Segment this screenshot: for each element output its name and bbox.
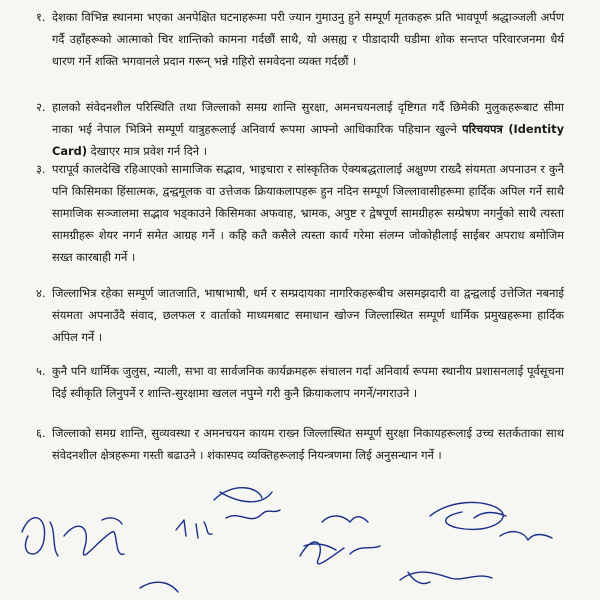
- item-number: ३.: [36, 162, 46, 176]
- item-text: जिल्लाको समग्र शान्ति, सुव्यवस्था र अमनचयन कायम राख्न जिल्लास्थित सम्पूर्ण सुरक्षा निकायहरूलाई उच्च सतर्कताका साथ संवेदनशील क्षेत्रहरूमा गस्ती बढाउने । शंकास्पद व्यक्तिहरूलाई नियन्त्रणमा लिई अनुसन्धान गर्ने ।: [52, 426, 564, 462]
- list-item: [36, 360, 564, 404]
- item-number: ४.: [36, 286, 46, 300]
- signature: [300, 542, 344, 564]
- list-item: [36, 282, 564, 348]
- item-text: कुनै पनि धार्मिक जुलुस, न्याली, सभा वा सार्वजनिक कार्यक्रमहरू संचालन गर्दा अनिवार्य रूपमा स्थानीय प्रशासनलाई पूर्वसूचना दिई स्वीकृति लिनुपर्ने र शान्ति-सुरक्षामा खलल नपुग्ने गरी कुनै क्रियाकलाप नगर्ने/नगराउने ।: [52, 364, 564, 400]
- item-number: १.: [36, 10, 46, 24]
- signature: [400, 572, 492, 584]
- identity-card-emphasis: परिचयपत्र (Identity Card): [52, 122, 564, 158]
- item-number: ६.: [36, 426, 46, 440]
- signature: [176, 520, 212, 538]
- list-item: [36, 158, 564, 268]
- signature: [64, 518, 124, 555]
- signature: [140, 582, 178, 592]
- signature: [22, 518, 58, 556]
- signature: [350, 546, 380, 554]
- item-text: देखाएर मात्र प्रवेश गर्न दिने ।: [90, 144, 208, 158]
- signature: [214, 488, 280, 519]
- signature: [500, 532, 552, 540]
- item-text: परापूर्व कालदेखि रहिआएको सामाजिक सद्भाव, भाइचारा र सांस्कृतिक ऐक्यबद्धतालाई अक्षुण्ण राख्दै संयमता अपनाउन र कुनै पनि किसिमका हिंसात्मक, द्वन्द्वमूलक वा उत्तेजक क्रियाकलापहरू हुन नदिन सम्पूर्ण जिल्लावासीहरूमा हार्दिक अपिल गर्ने साथै सामाजिक सञ्जालमा सद्भाव भड्काउने किसिमका अफवाह, भ्रामक, अपुष्ट र द्वेषपूर्ण सामग्रीहरू सम्प्रेषण नगर्नुको साथै त्यस्ता सामग्रीहरू शेयर नगर्न समेत आग्रह गर्ने । कहि कतै कसैले त्यस्ता कार्य गरेमा संलग्न जोकोहीलाई साईबर अपराध बमोजिम सख्त कारबाही गर्ने ।: [52, 162, 564, 264]
- signature: [430, 502, 506, 529]
- signatures: [0, 470, 600, 600]
- item-text: जिल्लाभित्र रहेका सम्पूर्ण जातजाति, भाषाभाषी, धर्म र सम्प्रदायका नागरिकहरूबीच असमझदारी वा द्वन्द्वलाई उत्तेजित नबनाई संयमता अपनाउँदै संवाद, छलफल र वार्ताको माध्यमबाट समाधान खोज्न जिल्लास्थित सम्पूर्ण धार्मिक प्रमुखहरूमा हार्दिक अपिल गर्ने ।: [52, 286, 564, 344]
- list-item: [36, 6, 564, 72]
- item-number: २.: [36, 100, 46, 114]
- list-item: [36, 422, 564, 466]
- signature: [322, 516, 368, 522]
- item-number: ५.: [36, 364, 46, 378]
- item-text: हालको संवेदनशील परिस्थिति तथा जिल्लाको समग्र शान्ति सुरक्षा, अमनचयनलाई दृष्टिगत गर्दै छिमेकी मुलुकहरूबाट सीमा नाका भई नेपाल भित्रिने सम्पूर्ण यात्रुहरूलाई अनिवार्य रूपमा आफ्नो आधिकारिक पहिचान खुल्ने: [52, 100, 564, 136]
- list-item: [36, 96, 564, 162]
- item-text: देशका विभिन्न स्थानमा भएका अनपेक्षित घटनाहरूमा परी ज्यान गुमाउनु हुने सम्पूर्ण मृतकहरू प्रति भावपूर्ण श्रद्धाञ्जली अर्पण गर्दै उहाँहरूको आत्माको चिर शान्तिको कामना गर्दछौं साथै, यो असह्य र पीडादायी घडीमा शोक सन्तप्त परिवारजनमा धैर्य धारण गर्ने शक्ति भगवानले प्रदान गरून् भन्ने गहिरो समवेदना व्यक्त गर्दछौं ।: [52, 10, 564, 68]
